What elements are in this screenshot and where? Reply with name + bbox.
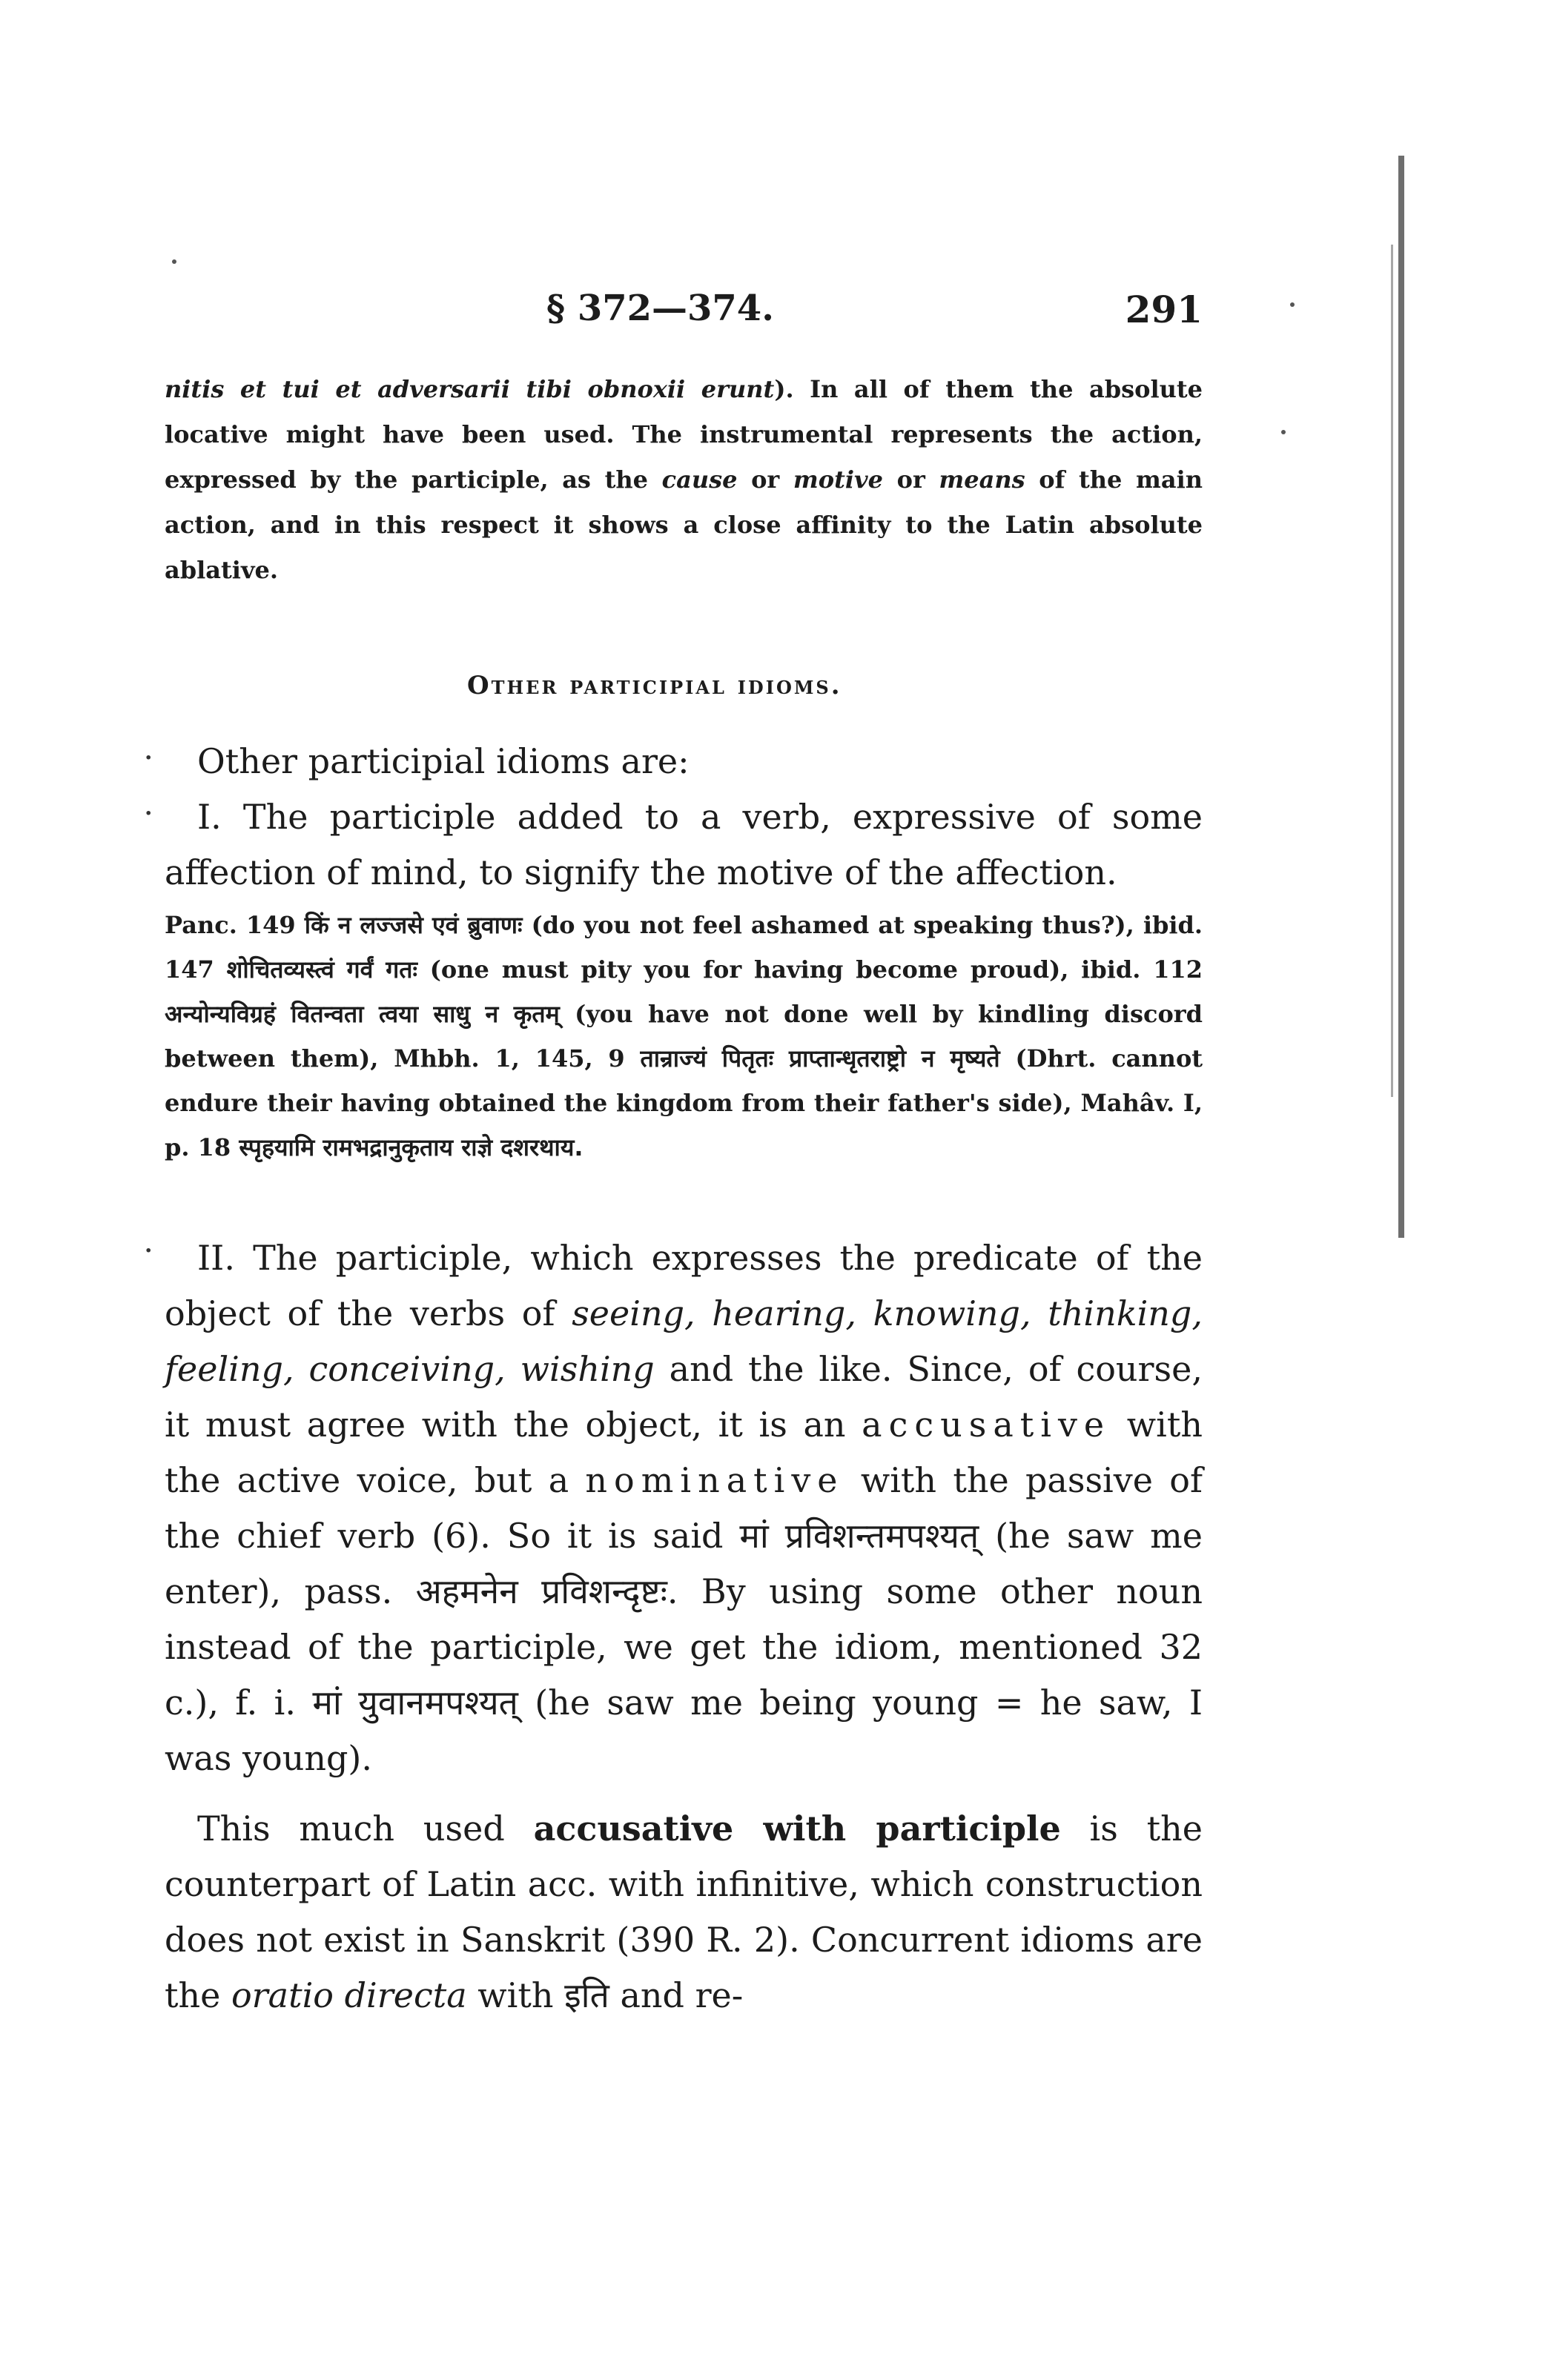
margin-mark: · <box>145 1238 153 1264</box>
closing-paragraph: This much used accusative with participle is the counterpart of Latin acc. with infinitive, which construction does not exist in Sanskrit (390 R. 2). Concurrent idioms are the oratio directa with इति and re- <box>165 1809 1203 2015</box>
page-header <box>165 288 1203 332</box>
item-one: I. The participle added to a verb, expressive of some affection of mind, to signify the motive of the affection. <box>165 797 1203 892</box>
intro-line: Other participial idioms are: <box>197 741 690 781</box>
page-number: 291 <box>1125 288 1203 331</box>
sanskrit-example: स्पृहयामि रामभद्रानुकृताय राज्ञे दशरथाय. <box>239 1133 584 1161</box>
examples-block: Panc. 149 किं न लज्जसे एवं ब्रुवाणः (do you not feel ashamed at speaking thus?), ibid. 147 शोचितव्यस्त्वं गर्वं गतः (one must pity you for having become proud), ibid. 112 अन्योन्यविग्रहं वितन्वता त्वया साधु न कृतम् (you have not done well by kindling discord between them), Mhbh. 1, 145, 9 तान्राज्यं पितृतः प्राप्तान्धृतराष्ट्रो न मृष्यते (Dhrt. cannot endure their having obtained the kingdom from their father's side), Mahâv. I, p. 18 स्पृहयामि रामभद्रानुकृताय राज्ञे दशरथाय. <box>165 911 1203 1161</box>
page-edge-shadow <box>1398 156 1404 1238</box>
sanskrit-example: मां युवानमपश्यत् <box>312 1683 518 1723</box>
sanskrit-example: किं न लज्जसे एवं ब्रुवाणः <box>304 911 523 939</box>
section-heading: Other participial idioms. <box>467 671 842 700</box>
margin-mark: · <box>145 745 153 771</box>
top-paragraph: nitis et tui et adversarii tibi obnoxii erunt). In all of them the absolute locative might have been used. The instrumental represents the action, expressed by the participle, as the cause or motive or means of the main action, and in this respect it shows a close affinity to the Latin absolute ablative. <box>165 375 1203 584</box>
item-two: II. The participle, which expresses the predicate of the object of the verbs of seeing, hearing, knowing, thinking, feeling, conceiving, wishing and the like. Since, of course, it must agree with the object, it is an accusative with the active voice, but a nominative with the passive of the chief verb (6). So it is said मां प्रविशन्तमपश्यत् (he saw me enter), pass. अहमनेन प्रविशन्दृष्टः. By using some other noun instead of the participle, we get the idiom, mentioned 32 c.), f. i. मां युवानमपश्यत् (he saw me being young = he saw, I was young). <box>165 1238 1203 1778</box>
sanskrit-example: अन्योन्यविग्रहं वितन्वता त्वया साधु न कृतम् <box>165 1000 560 1028</box>
sanskrit-example: मां प्रविशन्तमपश्यत् <box>739 1516 979 1556</box>
sanskrit-example: अहमनेन प्रविशन्दृष्टः <box>415 1571 667 1611</box>
print-speck <box>172 259 176 264</box>
print-speck <box>1290 302 1295 307</box>
running-head: § 372—374. <box>546 288 774 329</box>
sanskrit-example: तान्राज्यं पितृतः प्राप्तान्धृतराष्ट्रो न मृष्यते <box>640 1044 1000 1073</box>
page-edge-line <box>1391 245 1393 1097</box>
print-speck <box>1281 430 1286 434</box>
sanskrit-example: शोचितव्यस्त्वं गर्वं गतः <box>226 955 417 984</box>
sanskrit-example: इति <box>564 1975 609 2015</box>
margin-mark: · <box>145 800 153 826</box>
latin-quote: nitis et tui et adversarii tibi obnoxii erunt <box>165 375 775 403</box>
